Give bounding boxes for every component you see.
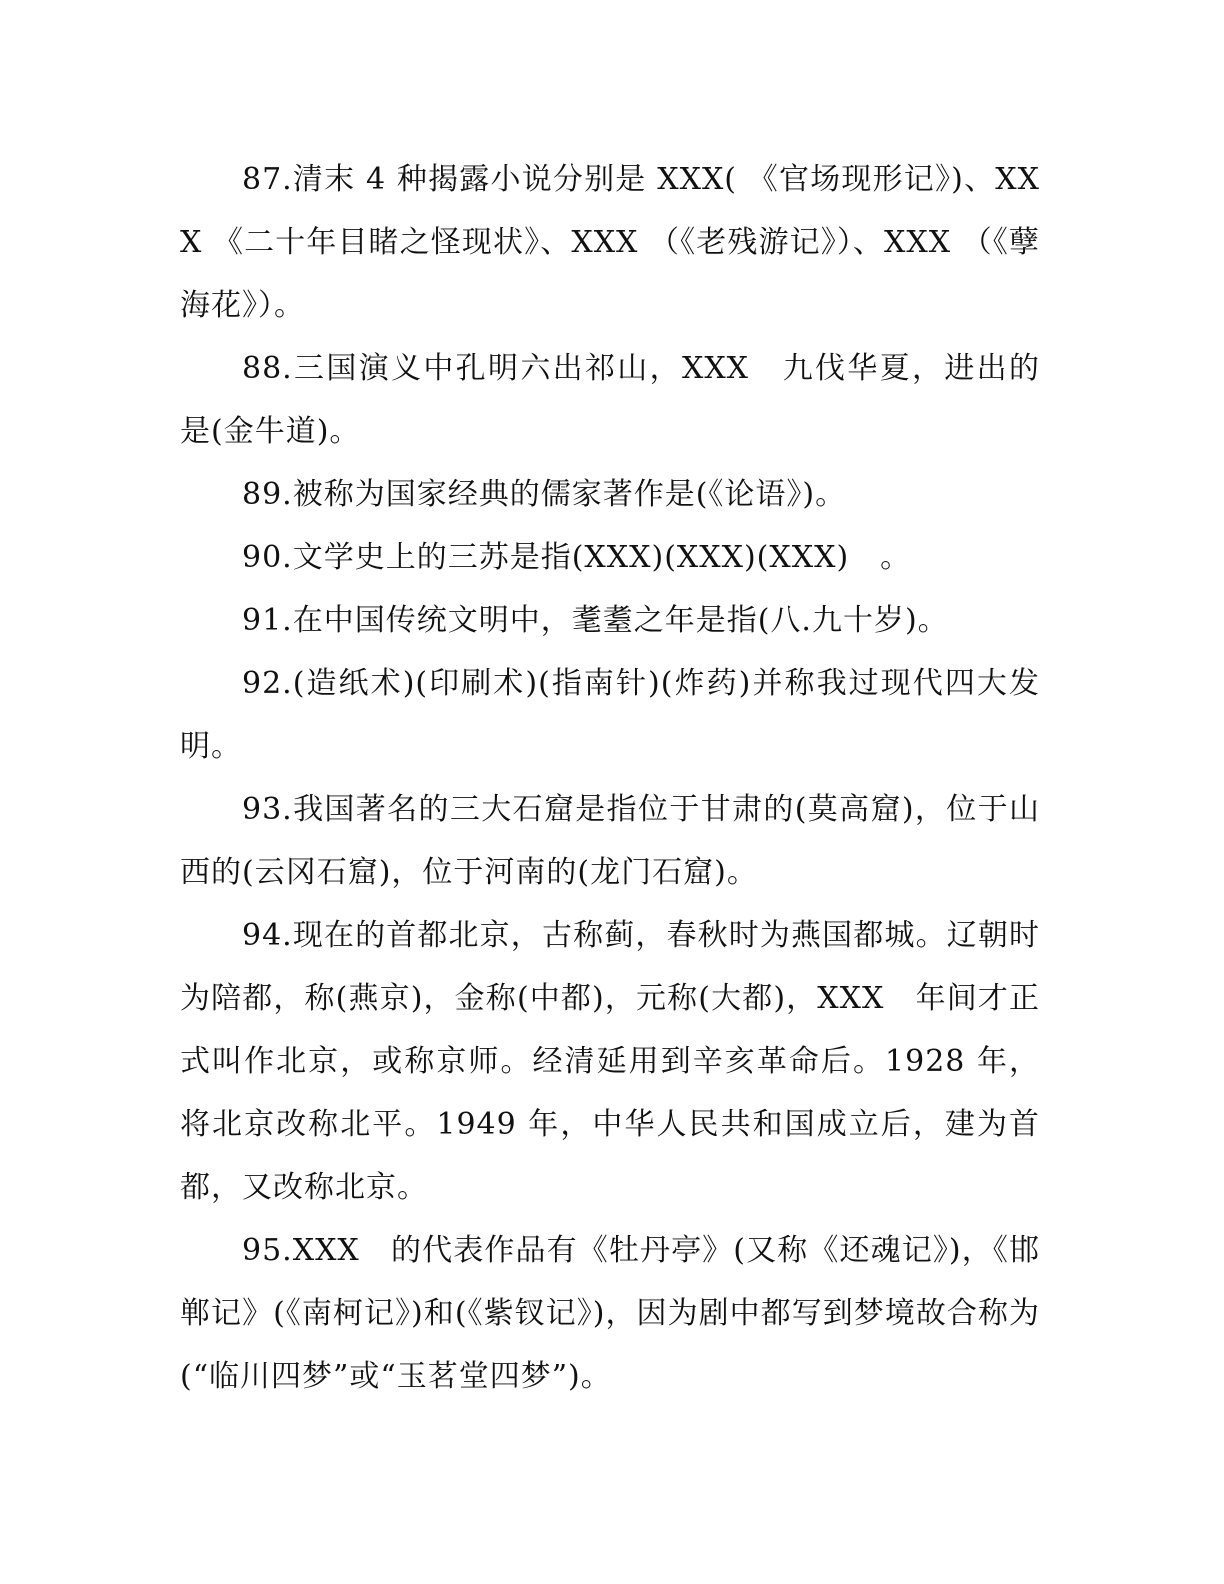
paragraph-90: 90.文学史上的三苏是指(XXX)(XXX)(XXX) 。 xyxy=(242,540,912,575)
paragraph-95: 95.XXX 的代表作品有《牡丹亭》(又称《还魂记》)，《邯郸记》(《南柯记》)和(《紫钗记》)，因为剧中都写到梦境故合称为(“临川四梦”或“玉茗堂四梦”)。 xyxy=(180,1233,1040,1394)
paragraph-88: 88.三国演义中孔明六出祁山，XXX 九伐华夏，进出的是(金牛道)。 xyxy=(180,351,1040,449)
paragraph-92: 92.(造纸术)(印刷术)(指南针)(炸药)并称我过现代四大发明。 xyxy=(180,666,1040,764)
paragraph-93: 93.我国著名的三大石窟是指位于甘肃的(莫高窟)，位于山西的(云冈石窟)，位于河南的(龙门石窟)。 xyxy=(180,792,1040,890)
paragraph-91: 91.在中国传统文明中，耄耋之年是指(八.九十岁)。 xyxy=(242,603,949,638)
paragraph-87: 87.清末 4 种揭露小说分别是 XXX( 《官场现形记》)、XXX 《二十年目睹之怪现状》、XXX （《老残游记》）、XXX （《孽海花》）。 xyxy=(180,162,1040,323)
document-body xyxy=(180,148,1040,1408)
paragraph-89: 89.被称为国家经典的儒家著作是(《论语》)。 xyxy=(242,477,847,512)
paragraph-94: 94.现在的首都北京，古称蓟，春秋时为燕国都城。辽朝时为陪都，称(燕京)，金称(中都)，元称(大都)，XXX 年间才正式叫作北京，或称京师。经清延用到辛亥革命后。1928 年，将北京改称北平。1949 年，中华人民共和国成立后，建为首都，又改称北京。 xyxy=(180,918,1040,1205)
